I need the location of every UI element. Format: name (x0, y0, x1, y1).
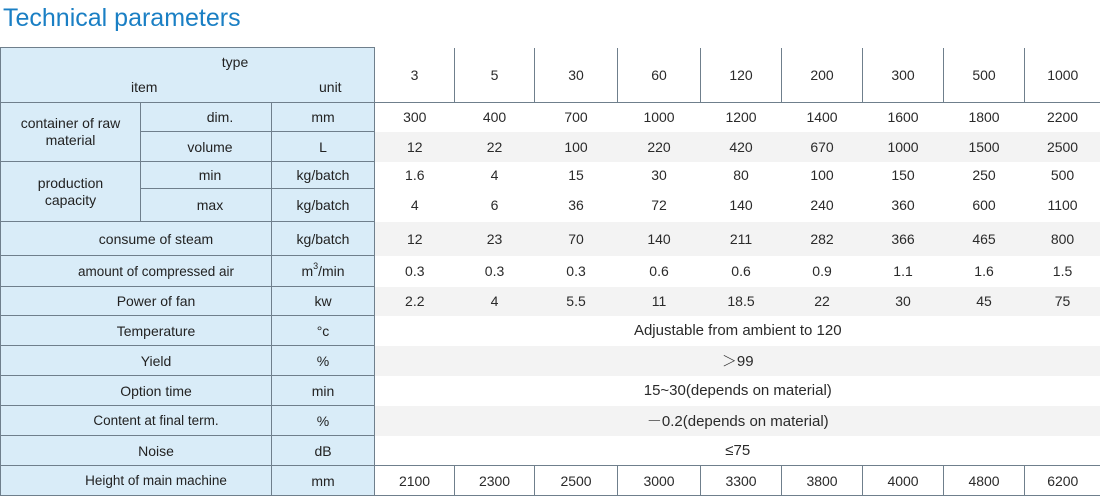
table-cell: 1.5 (1025, 256, 1100, 287)
table-cell: 4800 (944, 466, 1025, 496)
table-cell: 1.1 (863, 256, 944, 287)
table-cell: 0.3 (375, 256, 455, 287)
parameters-table (0, 47, 1100, 496)
table-cell: 140 (618, 222, 701, 256)
table-cell: 70 (535, 222, 618, 256)
type-cell: 1000 (1025, 48, 1100, 103)
table-cell: 465 (944, 222, 1025, 256)
dim-unit: mm (272, 103, 375, 132)
type-cell: 200 (782, 48, 863, 103)
type-cell: 300 (863, 48, 944, 103)
option-time-label: Option time (1, 376, 272, 406)
temperature-unit: °c (272, 316, 375, 346)
max-unit: kg/batch (272, 189, 375, 222)
table-cell: 3800 (782, 466, 863, 496)
max-label (141, 189, 272, 222)
table-cell: 80 (701, 162, 782, 189)
table-cell: 30 (618, 162, 701, 189)
table-cell: 211 (701, 222, 782, 256)
table-cell: 100 (782, 162, 863, 189)
fan-unit: kw (272, 287, 375, 316)
table-cell: 6 (455, 189, 535, 222)
table-cell: 0.3 (455, 256, 535, 287)
volume-label-text: volume (187, 139, 232, 155)
table-cell: 282 (782, 222, 863, 256)
table-cell: 45 (944, 287, 1025, 316)
parameters-table-wrapper (0, 47, 1100, 496)
air-unit-sup: 3 (313, 261, 318, 271)
capacity-group-label: production capacity (1, 162, 141, 222)
table-cell: 800 (1025, 222, 1100, 256)
yield-label: Yield (1, 346, 272, 376)
table-cell: 30 (863, 287, 944, 316)
table-cell: 2500 (535, 466, 618, 496)
table-cell: 3300 (701, 466, 782, 496)
option-time-unit: min (272, 376, 375, 406)
table-cell: 2.2 (375, 287, 455, 316)
table-cell: 4000 (863, 466, 944, 496)
air-unit-base: m (301, 263, 313, 279)
table-cell: 1000 (618, 103, 701, 132)
table-cell: 700 (535, 103, 618, 132)
table-cell: 12 (375, 132, 455, 162)
yield-unit: % (272, 346, 375, 376)
table-cell: 4 (455, 287, 535, 316)
table-cell: 670 (782, 132, 863, 162)
air-unit-rest: /min (318, 263, 344, 279)
table-cell: 36 (535, 189, 618, 222)
dim-label-text: dim. (207, 109, 233, 125)
content-value: －0.2(depends on material) (375, 406, 1100, 436)
table-cell: 6200 (1025, 466, 1100, 496)
table-row-content (1, 406, 1100, 436)
max-label-text: max (197, 197, 223, 213)
air-unit (272, 256, 375, 287)
table-cell: 12 (375, 222, 455, 256)
table-cell: 2300 (455, 466, 535, 496)
type-cell: 500 (944, 48, 1025, 103)
table-cell: 1.6 (944, 256, 1025, 287)
table-cell: 100 (535, 132, 618, 162)
table-cell: 1800 (944, 103, 1025, 132)
table-row-noise (1, 436, 1100, 466)
temperature-label: Temperature (1, 316, 272, 346)
table-cell: 600 (944, 189, 1025, 222)
table-row-option-time (1, 376, 1100, 406)
table-cell: 420 (701, 132, 782, 162)
height-label: Height of main machine (1, 466, 272, 496)
noise-unit: dB (272, 436, 375, 466)
dim-label (141, 103, 272, 132)
header-row (1, 48, 1100, 103)
table-cell: 11 (618, 287, 701, 316)
height-unit: mm (272, 466, 375, 496)
table-cell: 150 (863, 162, 944, 189)
table-row-max (1, 189, 1100, 222)
table-cell: 250 (944, 162, 1025, 189)
page-title: Technical parameters (3, 0, 241, 36)
table-cell: 1000 (863, 132, 944, 162)
table-row-dim (1, 103, 1100, 132)
table-row-steam (1, 222, 1100, 256)
type-cell: 30 (535, 48, 618, 103)
table-cell: 1.6 (375, 162, 455, 189)
table-cell: 220 (618, 132, 701, 162)
table-cell: 5.5 (535, 287, 618, 316)
type-item-unit-header (1, 48, 375, 103)
table-row-air (1, 256, 1100, 287)
table-cell: 240 (782, 189, 863, 222)
content-label: Content at final term. (1, 406, 272, 436)
table-cell: 2100 (375, 466, 455, 496)
table-cell: 0.6 (701, 256, 782, 287)
table-row-volume (1, 132, 1100, 162)
temperature-value: Adjustable from ambient to 120 (375, 316, 1100, 346)
table-cell: 300 (375, 103, 455, 132)
table-cell: 22 (782, 287, 863, 316)
table-row-fan (1, 287, 1100, 316)
table-cell: 360 (863, 189, 944, 222)
min-label-text: min (199, 167, 222, 183)
steam-label: consume of steam (1, 222, 272, 256)
type-cell: 60 (618, 48, 701, 103)
yield-value: ＞99 (375, 346, 1100, 376)
table-cell: 18.5 (701, 287, 782, 316)
noise-label: Noise (1, 436, 272, 466)
type-cell: 3 (375, 48, 455, 103)
table-row-height (1, 466, 1100, 496)
volume-unit: L (272, 132, 375, 162)
noise-value: ≤75 (375, 436, 1100, 466)
air-label: amount of compressed air (1, 256, 272, 287)
table-cell: 0.6 (618, 256, 701, 287)
table-cell: 2500 (1025, 132, 1100, 162)
table-cell: 2200 (1025, 103, 1100, 132)
table-cell: 500 (1025, 162, 1100, 189)
option-time-value: 15~30(depends on material) (375, 376, 1100, 406)
table-row-temperature (1, 316, 1100, 346)
table-cell: 15 (535, 162, 618, 189)
table-cell: 1400 (782, 103, 863, 132)
table-cell: 366 (863, 222, 944, 256)
min-unit: kg/batch (272, 162, 375, 189)
volume-label (141, 132, 272, 162)
table-row-yield (1, 346, 1100, 376)
table-cell: 0.9 (782, 256, 863, 287)
steam-unit: kg/batch (272, 222, 375, 256)
table-cell: 1600 (863, 103, 944, 132)
table-cell: 4 (375, 189, 455, 222)
table-cell: 1200 (701, 103, 782, 132)
min-label (141, 162, 272, 189)
type-cell: 120 (701, 48, 782, 103)
table-cell: 1500 (944, 132, 1025, 162)
table-cell: 23 (455, 222, 535, 256)
content-unit: % (272, 406, 375, 436)
table-cell: 1100 (1025, 189, 1100, 222)
item-header-label: item (131, 79, 157, 95)
table-cell: 400 (455, 103, 535, 132)
table-cell: 3000 (618, 466, 701, 496)
table-cell: 72 (618, 189, 701, 222)
table-cell: 22 (455, 132, 535, 162)
table-cell: 0.3 (535, 256, 618, 287)
unit-header-label: unit (319, 79, 342, 95)
fan-label: Power of fan (1, 287, 272, 316)
type-cell: 5 (455, 48, 535, 103)
type-header-label: type (1, 54, 374, 70)
table-cell: 140 (701, 189, 782, 222)
table-row-min (1, 162, 1100, 189)
table-cell: 75 (1025, 287, 1100, 316)
container-group-label: container of raw material (1, 103, 141, 162)
table-cell: 4 (455, 162, 535, 189)
